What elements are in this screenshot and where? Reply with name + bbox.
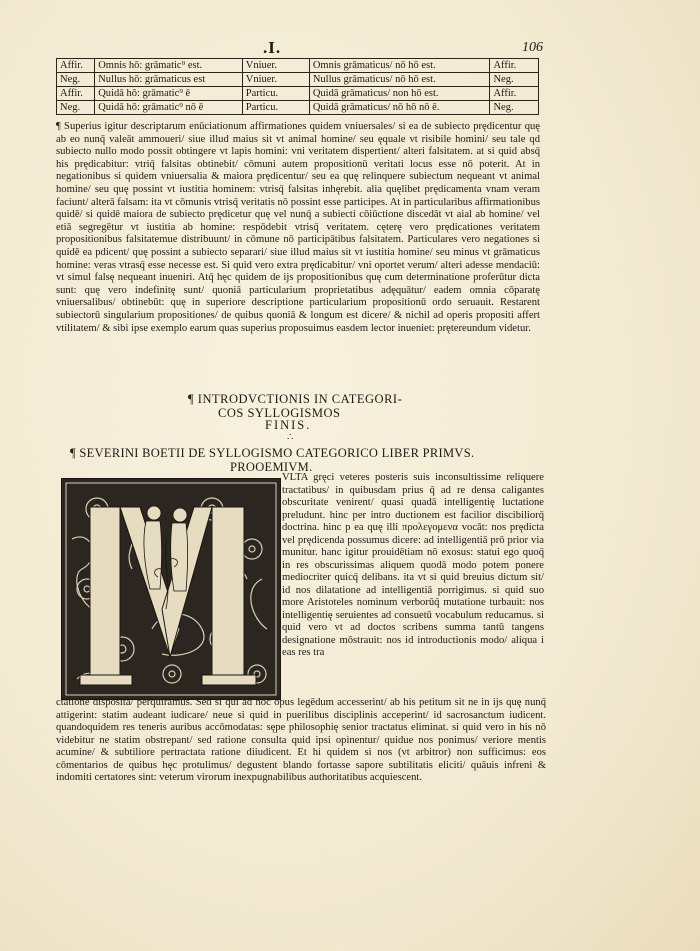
quantity: Particu. [242, 101, 309, 115]
proposition-right: Nullus grāmaticus/ nō hō est. [309, 73, 490, 87]
body-paragraph: ¶ Superius igitur descriptarum enūciationum affirmationes quidem vniuersales/ si ea de subiecto prędicentur quę ab eo nunq̄ valeāt ammoueri/ siue illud maius sit vt animal homine/ seu ęquale vt risibile homini/ seu tale qd subiecto nullo modo possit obtingere vt lapis homini: vni veritatem dispertient/ alteri falsitatem. at si quid absq̄ his prędicabitur: vtriq̄ falsitas obtinebit/ cōmuni autem propositionū veritati locus esse nō poterit. At in negationibus si quidem vniuersalia & maiora prędicentur/ seu ea quę relinquere subiectum nequeant vt animal homine/ seu quę possint vt iustitia hominem: vtrisq̄ falsitas inhęrebit. alia quęlibet prędicamenta vnam veram faciunt/ alterā falsam: ita vt cōmunis vtrisq̄ veritatis nō possint esse participes. At in particularibus affirmationibus quidē/ si quidē maiora de subiecto prędicetur quę vel nunq̄ a subiecti cōiūctione discedāt vt aial ab homine/ vel etiā segregētur vt iustitia ab homine: respōdebit vtrisq̄ veritatem. cęterę vero prędicationes veritatem propositionibus falsitatemue distribuunt/ in cōmune nō participātibus falsitatem. Particulares vero negationes si quidē ea pdicent/ quę possint a subiecto separari/ siue illud maius sit vt iustitia homine/ seu minus vt grāmaticus homine: veras vtrasq̄ esse necesse est. Si quid vero extra prędicabitur/ vni oportet verum/ alteri adesse mendaciū: vt simul falsę nequeant inueniri. Atq̄ hęc quidem de ijs propositionibus quę cum determinatione proferūtur dicta sunt: quę vero indefinitę sunt/ quoniā particularium proprietatibus adęquātur/ eadem omnia cōparatę vniuersalibus/ obtinebūt: quę in superiore descriptione particularium propositionū ordo seruauit. Restarent subiectorū singularium propositiones/ de quibus quoniā & longum est dicere/ & nichil ad operis propositi affert vtilitatem/ & sibi ipse exemplo earum quas superius proposuimus easdem lector inueniet: prętereundum videtur. [56, 121, 540, 334]
quantity: Vniuer. [242, 59, 309, 73]
proposition-left: Omnis hō: grāmatic⁹ est. [95, 59, 243, 73]
label-left: Neg. [57, 101, 95, 115]
proposition-right: Quidā grāmaticus/ non hō est. [309, 87, 490, 101]
label-left: Affir. [57, 59, 95, 73]
proposition-left: Quidā hō: grāmatic⁹ nō ē [95, 101, 243, 115]
quantity: Particu. [242, 87, 309, 101]
decorated-initial-m-woodcut [61, 478, 281, 700]
label-left: Affir. [57, 87, 95, 101]
table-row [57, 101, 539, 115]
proposition-left: Quidā hō: grāmatic⁹ ē [95, 87, 243, 101]
prooemium-continued-text: ctatione disposita/ perquiramus. Sed si qui ad hoc opus legēdum accesserint/ ab his petitum sit ne in ijs quę nunq̄ attigerint: statim audeant iudicare/ neue si quid in puerilibus disciplinis acceperint/ id sacrosanctum iudicent. quandoquidem res teneris auribus accōmodatas: sępe philosophię senior tractatus eliminat. si quid vero in his nō videbitur ne statim obstrepant/ sed ratione consulta quid ipsi opinentur/ quidue nos ponimus/ veriore mentis acumine/ & subtiliore pertractata ratione diiudicent. Et hi quidem si nos (vt arbitror) non sufficimus: eos cōmentarios de quibus hęc protulimus/ degustent blando fortasse sapore subtilitatis eliciti/ quāuis infreni & indomiti certatores sint: veterum virorum inexpugnabilibus authoritatibus acquiescent. [56, 697, 546, 783]
heading-line-1: ¶ INTRODVCTIONIS IN CATEGORI- [188, 392, 403, 406]
table-row [57, 87, 539, 101]
quantity: Vniuer. [242, 73, 309, 87]
proposition-right: Omnis grāmaticus/ nō hō est. [309, 59, 490, 73]
ornament-dots: ∴ [287, 432, 294, 443]
section-heading-liber-primus [70, 446, 550, 474]
table-row [57, 59, 539, 73]
woodcut-illustration [62, 479, 280, 699]
folio-number: 106 [522, 40, 543, 55]
label-right: Neg. [490, 101, 539, 115]
proposition-right: Quidā grāmaticus/ nō hō nō ē. [309, 101, 490, 115]
label-right: Neg. [490, 73, 539, 87]
label-left: Neg. [57, 73, 95, 87]
section-heading-introduction [188, 392, 438, 420]
heading-line-2: COS SYLLOGISMOS [218, 406, 341, 420]
finis-mark: FINIS. [265, 418, 312, 432]
heading-line-1: ¶ SEVERINI BOETII DE SYLLOGISMO CATEGORICO LIBER PRIMVS. [70, 446, 475, 460]
square-of-opposition-table [56, 58, 539, 115]
label-right: Affir. [490, 87, 539, 101]
signature-mark: .I. [263, 38, 282, 57]
proposition-left: Nullus hō: grāmaticus est [95, 73, 243, 87]
prooemium-column-text: VLTA gręci veteres posteris suis inconsultissime reliquere tractatibus/ in quibusdam prius q̄ ad re densa caligantes obscuritate venirent/ quasi quadā intelligentię luctatione preludunt. hinc per intro ductionem est facilior discibiliorq̄ doctrina. hinc p ea quę illi προλεγομενα vocāt: nos prędicta vel prędicenda possumus dicere: ad intelligentiā prō prior via munitur. hanc igitur prouidētiam nō exosus: statui ego quoq̄ in res obscurissimas aliquem quodā modo potem ponere mediocriter quicq̄ delibans. ita vt si quid breuius dictum sit/ id nos dilatatione ad intelligentiā porrigimus. si quid suo more Aristoteles nominum verborūq̄ mutatione turbauit: nos intelligentię seruientes ad consuetū vocabulum reducamus. si quid vero vt ad doctos scribens summa tantū tangens designatione mōstrauit: nos id introductionis modo/ aliqua i eas res tra [282, 472, 544, 658]
table-row [57, 73, 539, 87]
label-right: Affir. [490, 59, 539, 73]
heading-line-2: PROOEMIVM. [230, 460, 313, 474]
